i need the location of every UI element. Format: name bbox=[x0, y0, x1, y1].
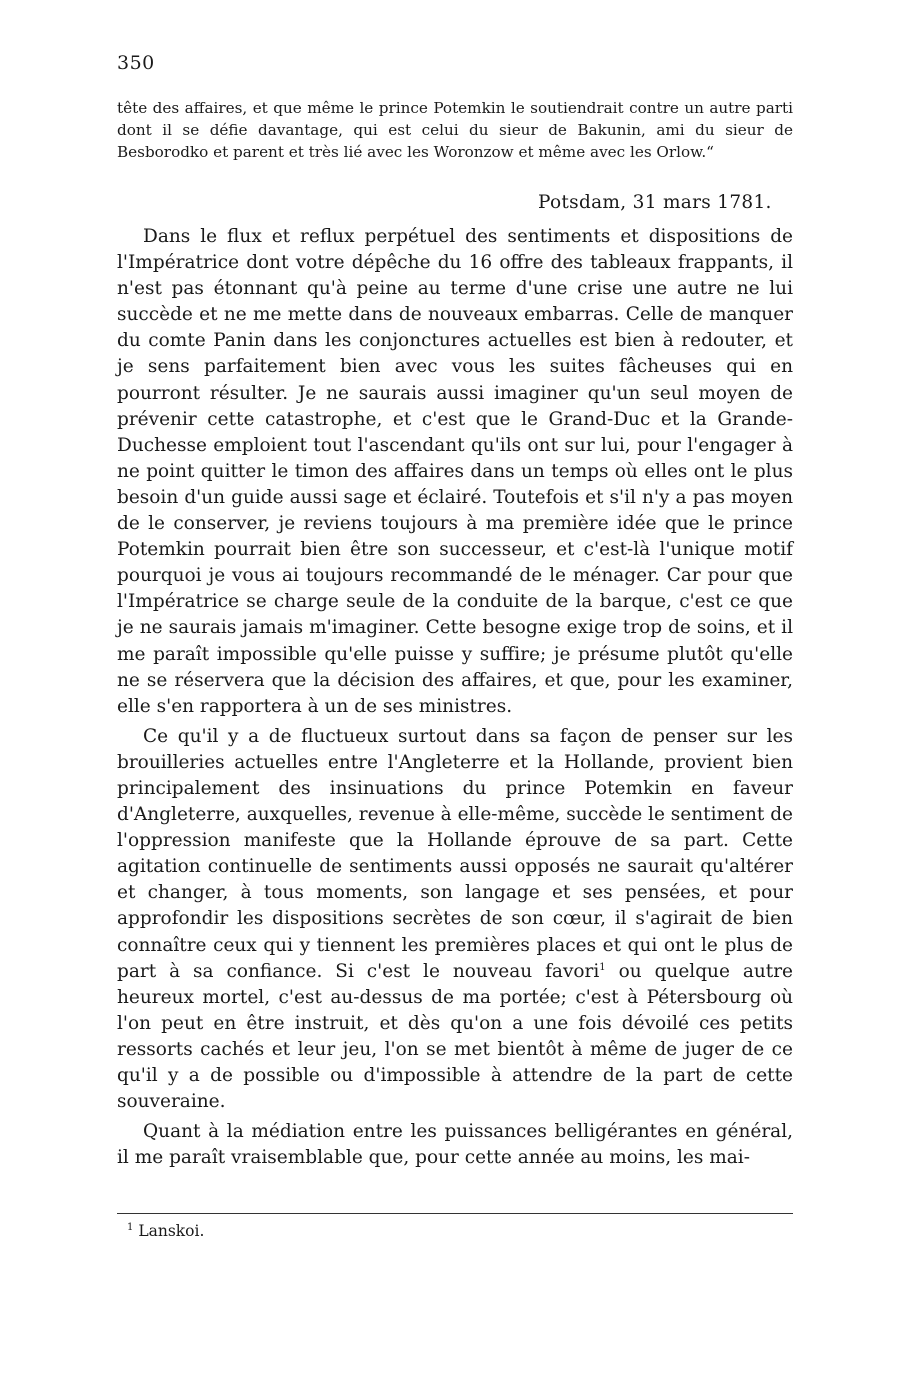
paragraph-2-part-2: ou quelque autre heureux mortel, c'est au-dessus de ma portée; c'est à Pétersbourg où l'on peut en être instruit, et dès qu'on a une fois dévoilé ces petits ressorts cachés et leur jeu, l'on se met bientôt à même de juger de ce qu'il y a de possible ou d'impossible à attendre de la part de cette souveraine. bbox=[117, 960, 794, 1113]
footnote bbox=[127, 1222, 204, 1240]
page-number: 350 bbox=[117, 52, 155, 74]
dateline: Potsdam, 31 mars 1781. bbox=[538, 192, 772, 213]
letter-body bbox=[117, 224, 793, 1175]
footnote-text: Lanskoi. bbox=[138, 1222, 205, 1240]
quote-text: tête des affaires, et que même le prince Potemkin le soutiendrait contre un autre parti dont il se défie davantage, qui est celui du sieur de Bakunin, ami du sieur de Besborodko et parent et très lié avec les Woronzow et même avec les Orlow.“ bbox=[117, 99, 793, 161]
paragraph-1: Dans le flux et reflux perpétuel des sentiments et dispositions de l'Impératrice dont votre dépêche du 16 offre des tableaux frappants, il n'est pas étonnant qu'à peine au terme d'une crise une autre ne lui succède et ne me mette dans de nouveaux embarras. Celle de manquer du comte Panin dans les conjonctures actuelles est bien à redouter, et je sens parfaitement bien avec vous les suites fâcheuses qui en pourront résulter. Je ne saurais aussi imaginer qu'un seul moyen de prévenir cette catastrophe, et c'est que le Grand-Duc et la Grande-Duchesse emploient tout l'ascendant qu'ils ont sur lui, pour l'engager à ne point quitter le timon des affaires dans un temps où elles ont le plus besoin d'un guide aussi sage et éclairé. Toutefois et s'il n'y a pas moyen de le conserver, je reviens toujours à ma première idée que le prince Potemkin pourrait bien être son successeur, et c'est-là l'unique motif pourquoi je vous ai toujours recommandé de le ménager. Car pour que l'Impératrice se charge seule de la conduite de la barque, c'est ce que je ne saurais jamais m'imaginer. Cette besogne exige trop de soins, et il me paraît impossible qu'elle puisse y suffire; je présume plutôt qu'elle ne se réservera que la décision des affaires, et que, pour les examiner, elle s'en rapportera à un de ses ministres. bbox=[117, 226, 793, 717]
footnote-divider bbox=[117, 1213, 793, 1214]
paragraph-2 bbox=[117, 724, 793, 1115]
quoted-passage bbox=[117, 97, 793, 163]
paragraph-3: Quant à la médiation entre les puissances belligérantes en général, il me paraît vraisemblable que, pour cette année au moins, les mai- bbox=[117, 1121, 793, 1169]
footnote-reference: 1 bbox=[599, 961, 606, 973]
paragraph-2-part-1: Ce qu'il y a de fluctueux surtout dans sa façon de penser sur les brouilleries actuelles entre l'Angleterre et la Hollande, provient bien principalement des insinuations du prince Potemkin en faveur d'Angleterre, auxquelles, revenue à elle-même, succède le sentiment de l'oppression manifeste que la Hollande éprouve de sa part. Cette agitation continuelle de sentiments aussi opposés ne saurait qu'altérer et changer, à tous moments, son langage et ses pensées, et pour approfondir les dispositions secrètes de son cœur, il s'agirait de bien connaître ceux qui y tiennent les premières places et qui ont le plus de part à sa confiance. Si c'est le nouveau favori bbox=[117, 725, 794, 982]
footnote-marker: 1 bbox=[127, 1221, 134, 1233]
